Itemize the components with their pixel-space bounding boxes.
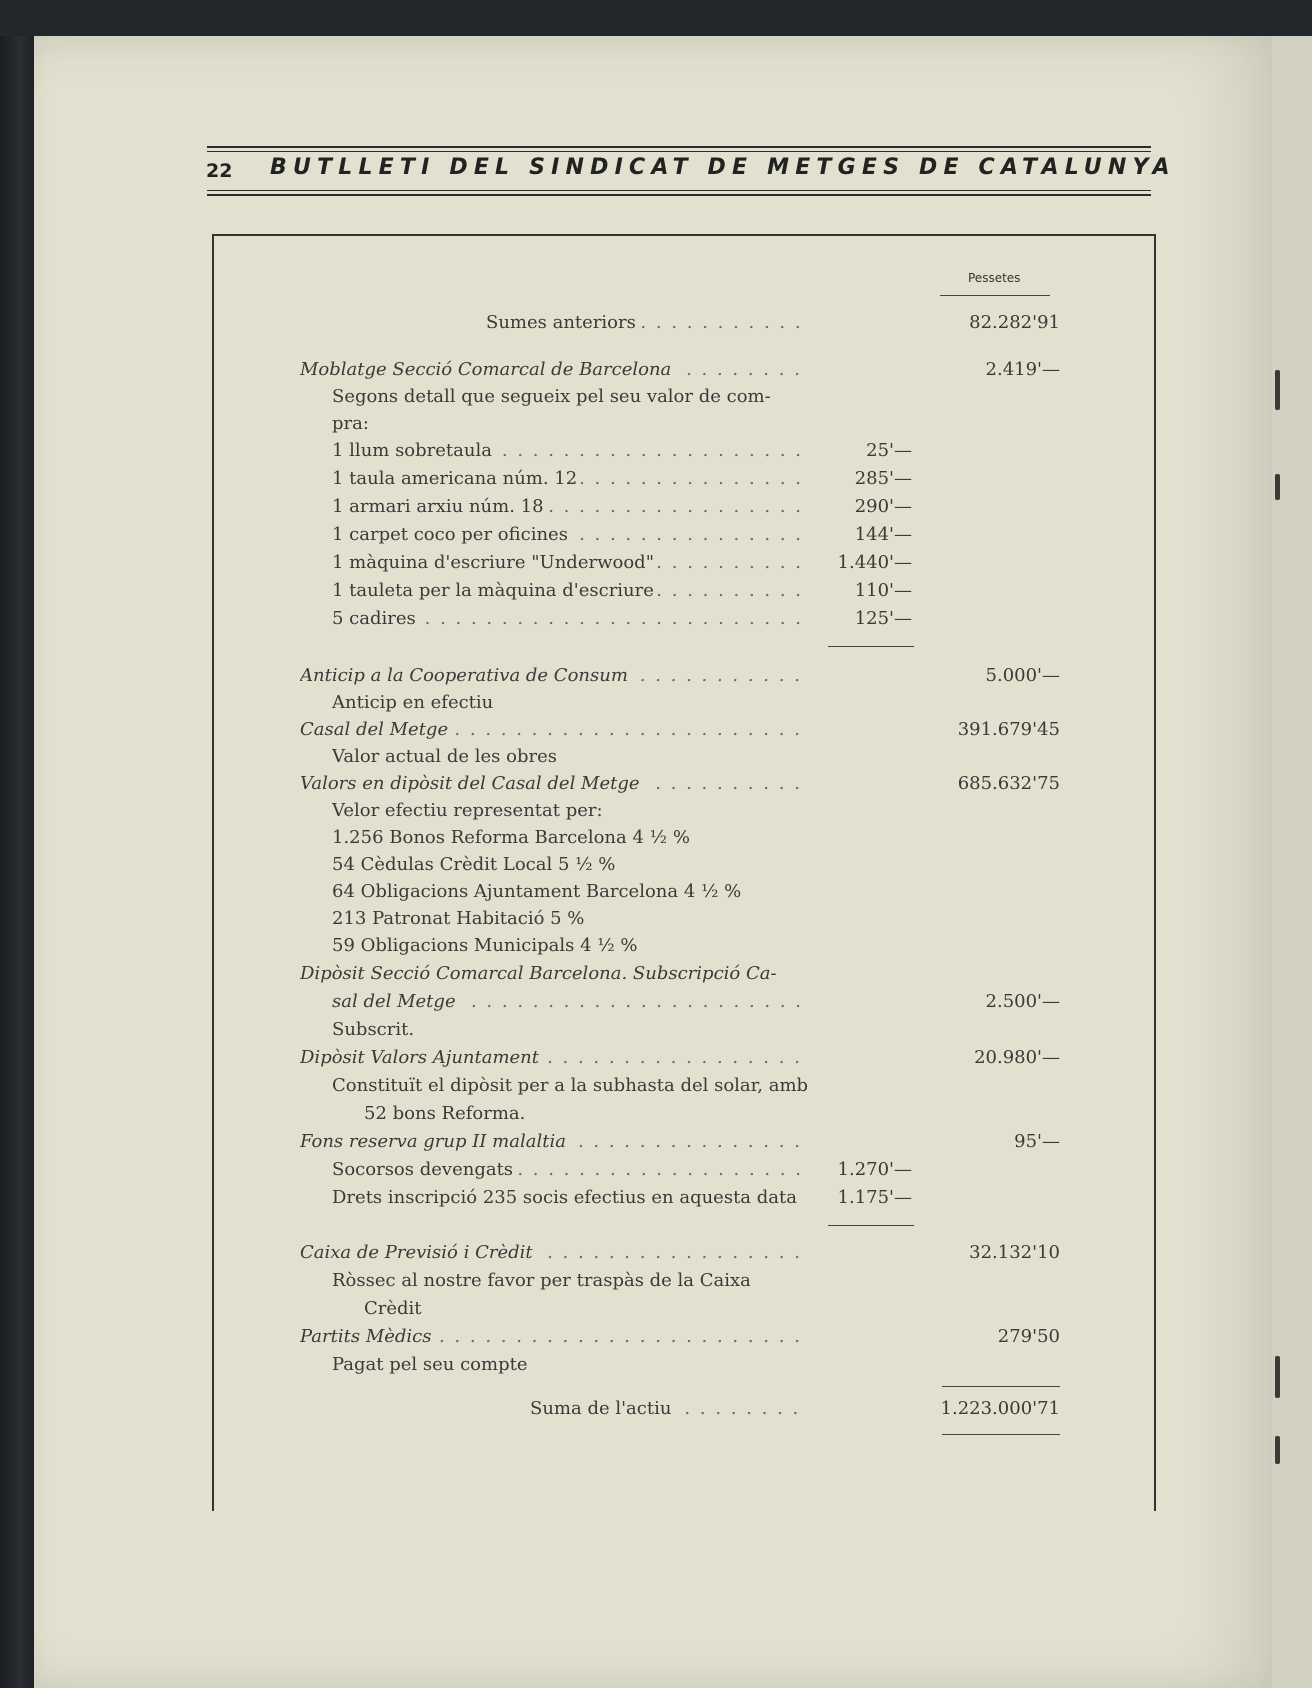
row-text: 5 cadires	[332, 608, 420, 629]
subtotal-rule	[828, 1225, 914, 1226]
row-text: 1 tauleta per la màquina d'escriure	[332, 580, 658, 601]
row-total: 391.679'45	[957, 719, 1060, 740]
item-amount: 285'—	[854, 468, 912, 489]
section-title	[300, 1239, 800, 1266]
header-rule-top	[207, 146, 1151, 148]
item-amount: 1.440'—	[837, 552, 912, 573]
table-row	[0, 770, 1312, 797]
row-text: 1 taula americana núm. 12	[332, 468, 581, 489]
row-text: 59 Obligacions Municipals 4 ½ %	[332, 935, 638, 956]
row-text: 213 Patronat Habitació 5 %	[332, 908, 585, 929]
list-item	[0, 605, 1312, 632]
row-total: 2.500'—	[985, 991, 1060, 1012]
section-title	[300, 1044, 800, 1071]
row-text: 54 Cèdulas Crèdit Local 5 ½ %	[332, 854, 616, 875]
row-text: Dipòsit Valors Ajuntament	[300, 1047, 543, 1068]
row-text: 1.256 Bonos Reforma Barcelona 4 ½ %	[332, 827, 690, 848]
row-text	[332, 493, 800, 520]
subtotal-rule	[828, 646, 914, 647]
row-label	[486, 309, 800, 336]
edge-mark	[1275, 1436, 1280, 1464]
table-row	[0, 797, 1312, 824]
row-text: 1 armari arxiu núm. 18	[332, 496, 548, 517]
row-description: Anticip en efectiu	[332, 692, 494, 713]
row-total: 279'50	[997, 1326, 1060, 1347]
table-row	[0, 356, 1312, 383]
list-item	[0, 878, 1312, 905]
row-text: 1 màquina d'escriure "Underwood"	[332, 552, 658, 573]
row-description: pra:	[332, 413, 369, 434]
row-description: Crèdit	[364, 1298, 422, 1319]
table-row	[0, 662, 1312, 689]
header-rule-bottom	[207, 194, 1151, 196]
item-amount: 144'—	[854, 524, 912, 545]
item-amount: 290'—	[854, 496, 912, 517]
row-description: Velor efectiu representat per:	[332, 800, 603, 821]
section-title	[300, 662, 800, 689]
row-total: 2.419'—	[985, 359, 1060, 380]
row-text: Caixa de Previsió i Crèdit	[300, 1242, 537, 1263]
row-text	[332, 605, 800, 632]
row-text: sal del Metge	[332, 991, 460, 1012]
row-total: 32.132'10	[969, 1242, 1060, 1263]
section-title	[300, 1323, 800, 1350]
table-row	[0, 1267, 1312, 1294]
section-title	[300, 716, 800, 743]
row-text: Casal del Metge	[300, 719, 452, 740]
row-text	[332, 577, 800, 604]
list-item	[0, 1156, 1312, 1183]
table-row	[0, 1395, 1312, 1422]
table-row	[0, 1100, 1312, 1127]
table-row	[0, 1072, 1312, 1099]
table-row	[0, 960, 1312, 987]
row-text: 64 Obligacions Ajuntament Barcelona 4 ½ %	[332, 881, 742, 902]
row-text: Fons reserva grup II malaltia	[300, 1131, 570, 1152]
row-text: Socorsos devengats	[332, 1159, 517, 1180]
list-item	[0, 465, 1312, 492]
row-description: Subscrit.	[332, 1019, 415, 1040]
list-item	[0, 549, 1312, 576]
row-text: 1 llum sobretaula	[332, 440, 496, 461]
table-row	[0, 1323, 1312, 1350]
list-item	[0, 851, 1312, 878]
row-total: 95'—	[1014, 1131, 1060, 1152]
table-row	[0, 988, 1312, 1015]
section-title: Dipòsit Secció Comarcal Barcelona. Subscripció Ca-	[300, 963, 777, 984]
list-item	[0, 493, 1312, 520]
column-header-pessetes: Pessetes	[968, 271, 1021, 285]
section-title	[300, 770, 800, 797]
row-text	[332, 437, 800, 464]
row-text: Anticip a la Cooperativa de Consum	[300, 665, 632, 686]
table-row	[0, 1351, 1312, 1378]
item-amount: 110'—	[854, 580, 912, 601]
row-text	[332, 521, 800, 548]
row-text: Partits Mèdics	[300, 1326, 436, 1347]
item-amount: 1.175'—	[837, 1187, 912, 1208]
row-text: Valors en dipòsit del Casal del Metge	[300, 773, 644, 794]
header-rule-top-thin	[207, 151, 1151, 152]
item-amount: 1.270'—	[837, 1159, 912, 1180]
row-text	[332, 549, 800, 576]
scan-top-edge	[0, 0, 1312, 36]
journal-title: BUTLLETI DEL SINDICAT DE METGES DE CATALUNYA	[270, 155, 1176, 180]
section-title	[300, 1128, 800, 1155]
row-description: Segons detall que segueix pel seu valor de com-	[332, 386, 771, 407]
list-item	[0, 905, 1312, 932]
table-row	[0, 1128, 1312, 1155]
column-header-rule	[940, 295, 1050, 296]
section-title	[332, 988, 800, 1015]
total-rule	[942, 1386, 1060, 1387]
page-number: 22	[206, 160, 233, 182]
row-text	[332, 465, 800, 492]
table-row	[0, 1044, 1312, 1071]
row-text: Sumes anteriors	[486, 312, 640, 333]
grand-total: 1.223.000'71	[940, 1398, 1060, 1419]
row-text: Moblatge Secció Comarcal de Barcelona	[300, 359, 675, 380]
list-item	[0, 824, 1312, 851]
row-description: Constituït el dipòsit per a la subhasta del solar, amb	[332, 1075, 809, 1096]
row-text	[332, 1156, 800, 1183]
table-row	[0, 1016, 1312, 1043]
item-amount: 125'—	[854, 608, 912, 629]
list-item	[0, 1184, 1312, 1211]
row-description: 52 bons Reforma.	[364, 1103, 526, 1124]
row-text: 1 carpet coco per oficines	[332, 524, 572, 545]
row-total: 82.282'91	[969, 312, 1060, 333]
list-item	[0, 521, 1312, 548]
table-row	[0, 1239, 1312, 1266]
table-row	[0, 743, 1312, 770]
list-item	[0, 932, 1312, 959]
header-rule-bottom-thin	[207, 190, 1151, 191]
list-item	[0, 577, 1312, 604]
row-description: Valor actual de les obres	[332, 746, 557, 767]
table-row	[0, 309, 1312, 336]
row-description: Pagat pel seu compte	[332, 1354, 528, 1375]
section-title	[300, 356, 800, 383]
row-total: 685.632'75	[957, 773, 1060, 794]
row-label	[530, 1395, 800, 1422]
item-amount: 25'—	[866, 440, 912, 461]
table-row	[0, 716, 1312, 743]
row-text: Suma de l'actiu	[530, 1398, 675, 1419]
row-text: Drets inscripció 235 socis efectius en aquesta data	[332, 1187, 797, 1208]
table-row	[0, 410, 1312, 437]
row-total: 5.000'—	[985, 665, 1060, 686]
total-rule	[942, 1434, 1060, 1435]
table-row	[0, 1295, 1312, 1322]
row-total: 20.980'—	[974, 1047, 1060, 1068]
list-item	[0, 437, 1312, 464]
table-row	[0, 689, 1312, 716]
table-row	[0, 383, 1312, 410]
row-description: Ròssec al nostre favor per traspàs de la Caixa	[332, 1270, 751, 1291]
